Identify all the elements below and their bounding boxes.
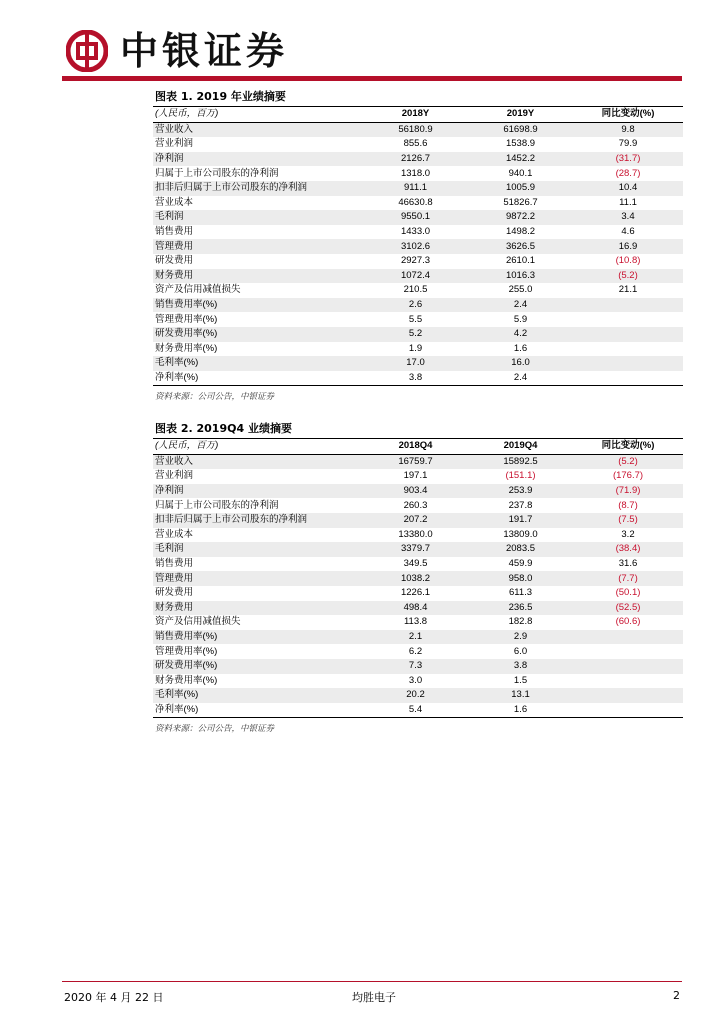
row-label: 净利率(%) bbox=[155, 371, 199, 383]
row-label: 毛利润 bbox=[153, 210, 363, 225]
column-header: 同比变动(%) bbox=[573, 107, 683, 122]
table-cell bbox=[573, 703, 683, 718]
page-footer bbox=[62, 981, 682, 1011]
table-cell: 4.6 bbox=[621, 226, 635, 238]
table-cell bbox=[573, 659, 683, 674]
quarterly-summary-table bbox=[153, 439, 683, 717]
table-cell: 1318.0 bbox=[400, 167, 431, 179]
table-row bbox=[153, 484, 683, 499]
table-cell: 2.4 bbox=[468, 298, 573, 313]
table-header-row bbox=[153, 107, 683, 122]
table-cell: 20.2 bbox=[363, 688, 468, 703]
table-cell: 4.2 bbox=[468, 327, 573, 342]
table-cell: 3.8 bbox=[408, 371, 423, 383]
source-note: 资料来源：公司公告，中银证券 bbox=[155, 724, 275, 735]
brand-name: 中银证券 bbox=[120, 28, 289, 73]
table-cell: 2.6 bbox=[363, 298, 468, 313]
table-cell: 197.1 bbox=[403, 470, 428, 482]
table-cell bbox=[573, 312, 683, 327]
table-cell bbox=[573, 356, 683, 371]
table-row bbox=[153, 703, 683, 718]
table-section-quarterly bbox=[153, 420, 683, 734]
table-cell: 237.8 bbox=[508, 499, 533, 511]
table-row bbox=[153, 152, 683, 167]
table-cell: 3.2 bbox=[621, 528, 635, 540]
table-cell: 940.1 bbox=[508, 167, 533, 179]
table-cell: 13380.0 bbox=[398, 528, 433, 540]
row-label: 毛利率(%) bbox=[153, 356, 363, 371]
table-row bbox=[153, 601, 683, 616]
table-row bbox=[153, 644, 683, 659]
table-cell: 1.5 bbox=[513, 674, 528, 686]
table-cell: 191.7 bbox=[468, 513, 573, 528]
footer-date: 2020 年 4 月 22 日 bbox=[64, 991, 164, 1004]
table-row bbox=[153, 166, 683, 181]
table-row bbox=[153, 356, 683, 371]
table-cell: 349.5 bbox=[403, 558, 428, 570]
table-row bbox=[153, 298, 683, 313]
table-cell: 1433.0 bbox=[400, 226, 431, 238]
row-label: 资产及信用减值损失 bbox=[155, 284, 241, 296]
table-cell: 1226.1 bbox=[400, 587, 431, 599]
row-label: 研发费用 bbox=[155, 587, 194, 599]
table-row bbox=[153, 469, 683, 484]
table-cell: 236.5 bbox=[468, 601, 573, 616]
table-cell: 16759.7 bbox=[363, 454, 468, 469]
table-cell: (8.7) bbox=[618, 499, 638, 511]
row-label: 营业成本 bbox=[155, 528, 194, 540]
table-row bbox=[153, 312, 683, 327]
table-cell: 207.2 bbox=[363, 513, 468, 528]
table-cell: 7.3 bbox=[363, 659, 468, 674]
column-header: 2019Y bbox=[468, 107, 573, 122]
table-cell: 2126.7 bbox=[363, 152, 468, 167]
table-body bbox=[153, 122, 683, 385]
table-cell: 498.4 bbox=[363, 601, 468, 616]
table-cell: 15892.5 bbox=[468, 454, 573, 469]
table-cell bbox=[573, 342, 683, 357]
table-cell bbox=[573, 688, 683, 703]
table-cell: 1538.9 bbox=[505, 138, 536, 150]
row-label: 销售费用率(%) bbox=[153, 630, 363, 645]
table-row bbox=[153, 239, 683, 254]
table-cell: 3102.6 bbox=[363, 239, 468, 254]
table-cell bbox=[573, 298, 683, 313]
table-cell: 5.5 bbox=[408, 313, 423, 325]
row-label: 财务费用 bbox=[153, 601, 363, 616]
column-header: 同比变动(%) bbox=[573, 439, 683, 454]
table-row bbox=[153, 254, 683, 269]
row-label: 财务费用率(%) bbox=[155, 342, 218, 354]
row-label: 归属于上市公司股东的净利润 bbox=[155, 499, 279, 511]
table-cell bbox=[573, 327, 683, 342]
table-row bbox=[153, 181, 683, 196]
table-cell: 5.4 bbox=[408, 703, 423, 715]
table-row bbox=[153, 674, 683, 689]
table-cell: 2.4 bbox=[513, 371, 528, 383]
table-row bbox=[153, 342, 683, 357]
table-bottom-rule bbox=[153, 385, 683, 386]
table-cell: 3.4 bbox=[573, 210, 683, 225]
row-label: 扣非后归属于上市公司股东的净利润 bbox=[153, 513, 363, 528]
table-cell: (31.7) bbox=[573, 152, 683, 167]
table-cell: 17.0 bbox=[363, 356, 468, 371]
row-label: 管理费用率(%) bbox=[155, 645, 218, 657]
table-cell: (5.2) bbox=[573, 269, 683, 284]
table-cell: 13.1 bbox=[468, 688, 573, 703]
table-header-row bbox=[153, 439, 683, 454]
table-cell: (10.8) bbox=[615, 255, 641, 267]
page-number: 2 bbox=[673, 989, 680, 1002]
row-label: 财务费用率(%) bbox=[155, 674, 218, 686]
table-cell: 16.9 bbox=[573, 239, 683, 254]
table-cell: (151.1) bbox=[505, 470, 536, 482]
table-cell: 2927.3 bbox=[400, 255, 431, 267]
table-cell: 2.9 bbox=[468, 630, 573, 645]
row-label: 营业成本 bbox=[155, 196, 194, 208]
table-title: 图表 1. 2019 年业绩摘要 bbox=[153, 88, 683, 107]
table-row bbox=[153, 283, 683, 298]
table-cell: (50.1) bbox=[615, 587, 641, 599]
row-label: 营业利润 bbox=[155, 138, 194, 150]
bank-of-china-logo-icon bbox=[66, 30, 108, 72]
row-label: 销售费用 bbox=[155, 226, 194, 238]
table-cell: 46630.8 bbox=[398, 196, 433, 208]
table-row bbox=[153, 615, 683, 630]
page-header bbox=[0, 0, 725, 84]
table-cell: 51826.7 bbox=[503, 196, 538, 208]
row-label: 财务费用 bbox=[153, 269, 363, 284]
table-cell: 6.2 bbox=[408, 645, 423, 657]
table-cell: 16.0 bbox=[468, 356, 573, 371]
table-cell: 9.8 bbox=[573, 122, 683, 137]
row-label: 扣非后归属于上市公司股东的净利润 bbox=[153, 181, 363, 196]
table-cell bbox=[573, 674, 683, 689]
row-label: 营业收入 bbox=[153, 122, 363, 137]
row-label: 营业利润 bbox=[155, 470, 194, 482]
table-row bbox=[153, 269, 683, 284]
table-cell: 459.9 bbox=[508, 558, 533, 570]
table-cell: (176.7) bbox=[612, 470, 644, 482]
row-label: 管理费用 bbox=[153, 571, 363, 586]
table-title: 图表 2. 2019Q4 业绩摘要 bbox=[153, 420, 683, 439]
table-cell: 253.9 bbox=[468, 484, 573, 499]
table-cell: (7.5) bbox=[573, 513, 683, 528]
table-cell: (5.2) bbox=[573, 454, 683, 469]
table-cell: 1016.3 bbox=[468, 269, 573, 284]
table-cell: 10.4 bbox=[573, 181, 683, 196]
table-cell: 3379.7 bbox=[363, 542, 468, 557]
column-header: (人民币，百万) bbox=[153, 439, 363, 454]
table-cell: 2083.5 bbox=[468, 542, 573, 557]
table-row bbox=[153, 137, 683, 152]
table-row bbox=[153, 327, 683, 342]
table-row bbox=[153, 542, 683, 557]
table-cell: 903.4 bbox=[363, 484, 468, 499]
table-cell: 1.6 bbox=[513, 703, 528, 715]
row-label: 归属于上市公司股东的净利润 bbox=[155, 167, 279, 179]
table-cell bbox=[573, 630, 683, 645]
table-cell: 3626.5 bbox=[468, 239, 573, 254]
table-cell: 210.5 bbox=[403, 284, 428, 296]
row-label: 管理费用率(%) bbox=[155, 313, 218, 325]
table-cell: 611.3 bbox=[508, 587, 533, 599]
row-label: 净利润 bbox=[153, 484, 363, 499]
table-cell: 11.1 bbox=[619, 196, 637, 208]
table-cell: 2.1 bbox=[363, 630, 468, 645]
row-label: 毛利润 bbox=[153, 542, 363, 557]
row-label: 净利润 bbox=[153, 152, 363, 167]
table-row bbox=[153, 557, 683, 572]
column-header: 2019Q4 bbox=[468, 439, 573, 454]
row-label: 研发费用率(%) bbox=[153, 659, 363, 674]
table-row bbox=[153, 571, 683, 586]
row-label: 销售费用率(%) bbox=[153, 298, 363, 313]
source-note: 资料来源：公司公告，中银证券 bbox=[155, 392, 275, 403]
row-label: 毛利率(%) bbox=[153, 688, 363, 703]
table-cell: 5.9 bbox=[513, 313, 528, 325]
table-cell: 13809.0 bbox=[503, 528, 538, 540]
row-label: 净利率(%) bbox=[155, 703, 199, 715]
table-row bbox=[153, 371, 683, 386]
table-cell: 260.3 bbox=[403, 499, 428, 511]
footer-company: 均胜电子 bbox=[352, 991, 396, 1004]
column-header: (人民币，百万) bbox=[153, 107, 363, 122]
table-cell bbox=[573, 371, 683, 386]
table-section-annual bbox=[153, 88, 683, 402]
table-cell: 1005.9 bbox=[468, 181, 573, 196]
table-cell: 9550.1 bbox=[363, 210, 468, 225]
table-cell: 1498.2 bbox=[505, 226, 536, 238]
table-cell: 2610.1 bbox=[505, 255, 536, 267]
table-cell: 21.1 bbox=[618, 284, 638, 296]
table-cell: 255.0 bbox=[508, 284, 533, 296]
row-label: 研发费用 bbox=[155, 255, 194, 267]
header-divider bbox=[62, 76, 682, 81]
table-row bbox=[153, 630, 683, 645]
table-cell: 1038.2 bbox=[363, 571, 468, 586]
table-cell: 1.6 bbox=[513, 342, 528, 354]
table-cell: 113.8 bbox=[403, 616, 428, 628]
row-label: 管理费用 bbox=[153, 239, 363, 254]
table-bottom-rule bbox=[153, 717, 683, 718]
table-cell: 9872.2 bbox=[468, 210, 573, 225]
table-row bbox=[153, 688, 683, 703]
table-row bbox=[153, 122, 683, 137]
table-cell bbox=[573, 644, 683, 659]
table-cell: (71.9) bbox=[573, 484, 683, 499]
column-header: 2018Q4 bbox=[363, 439, 468, 454]
table-cell: (38.4) bbox=[573, 542, 683, 557]
table-cell: 855.6 bbox=[403, 138, 428, 150]
table-cell: 1.9 bbox=[408, 342, 423, 354]
table-cell: 911.1 bbox=[363, 181, 468, 196]
table-row bbox=[153, 586, 683, 601]
column-header: 2018Y bbox=[363, 107, 468, 122]
table-cell: 6.0 bbox=[513, 645, 528, 657]
table-row bbox=[153, 454, 683, 469]
table-cell: (52.5) bbox=[573, 601, 683, 616]
table-cell: 958.0 bbox=[468, 571, 573, 586]
table-cell: 3.8 bbox=[468, 659, 573, 674]
table-cell: 182.8 bbox=[508, 616, 533, 628]
row-label: 研发费用率(%) bbox=[153, 327, 363, 342]
table-cell: 56180.9 bbox=[363, 122, 468, 137]
table-cell: 3.0 bbox=[408, 674, 423, 686]
table-cell: 79.9 bbox=[618, 138, 638, 150]
table-cell: 31.6 bbox=[618, 558, 638, 570]
row-label: 营业收入 bbox=[153, 454, 363, 469]
table-cell: 61698.9 bbox=[468, 122, 573, 137]
table-row bbox=[153, 196, 683, 211]
table-row bbox=[153, 225, 683, 240]
table-row bbox=[153, 659, 683, 674]
table-cell: 5.2 bbox=[363, 327, 468, 342]
row-label: 资产及信用减值损失 bbox=[155, 616, 241, 628]
table-row bbox=[153, 513, 683, 528]
annual-summary-table bbox=[153, 107, 683, 385]
table-body bbox=[153, 454, 683, 717]
table-cell: (60.6) bbox=[615, 616, 641, 628]
table-cell: 1072.4 bbox=[363, 269, 468, 284]
footer-divider bbox=[62, 981, 682, 982]
table-row bbox=[153, 498, 683, 513]
table-row bbox=[153, 528, 683, 543]
table-cell: (28.7) bbox=[615, 167, 641, 179]
table-row bbox=[153, 210, 683, 225]
table-cell: 1452.2 bbox=[468, 152, 573, 167]
row-label: 销售费用 bbox=[155, 558, 194, 570]
table-cell: (7.7) bbox=[573, 571, 683, 586]
